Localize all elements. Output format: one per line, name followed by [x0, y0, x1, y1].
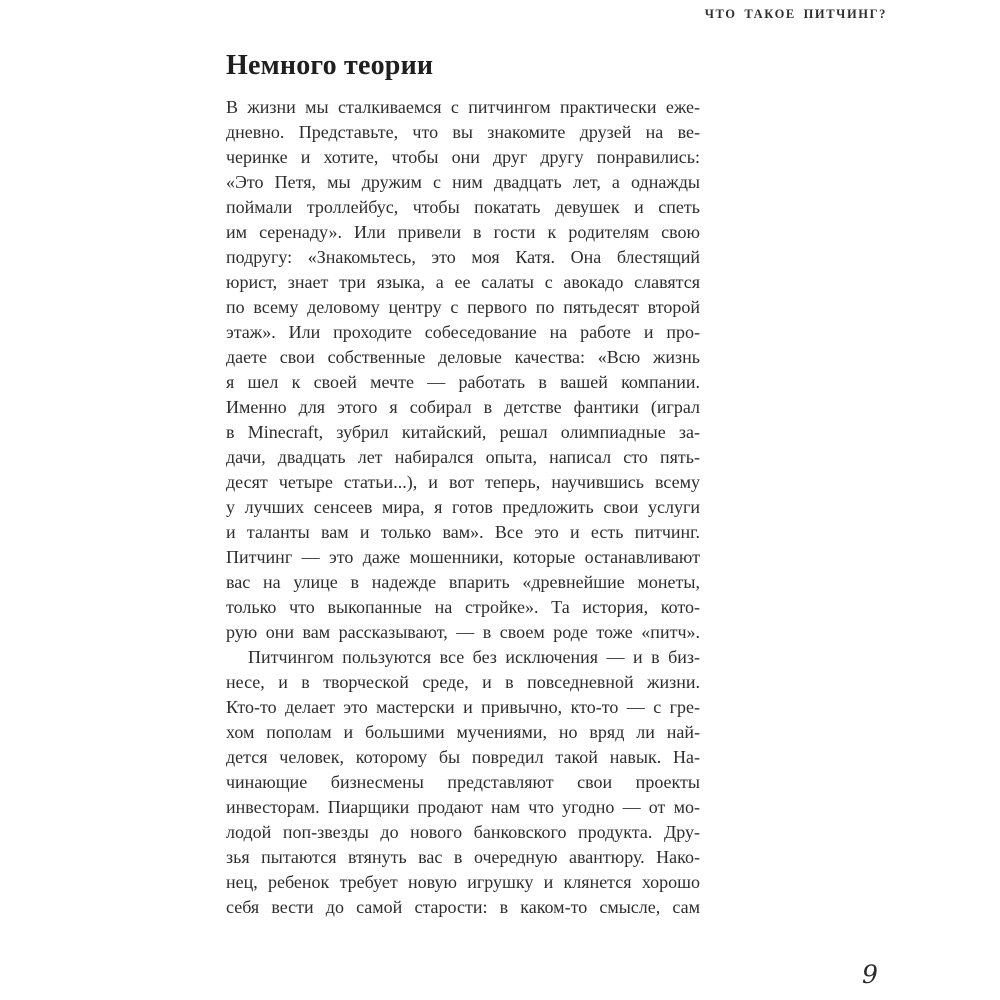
text-line: инвесторам. Пиарщики продают нам что угодно — от мо-: [226, 797, 700, 817]
text-line: и таланты вам и только вам». Все это и есть питчинг.: [226, 522, 700, 542]
text-line: зья пытаются втянуть вас в очередную авантюру. Нако-: [226, 847, 700, 867]
text-line: этаж». Или проходите собеседование на работе и про-: [226, 322, 700, 342]
text-line: Именно для этого я собирал в детстве фантики (играл: [226, 397, 700, 417]
text-line: себя вести до самой старости: в каком-то смысле, сам: [226, 897, 700, 917]
text-line: Питчингом пользуются все без исключения — и в биз-: [248, 647, 700, 667]
page-number: 9: [862, 960, 878, 989]
text-line: Кто-то делает это мастерски и привычно, кто-то — с гре-: [226, 697, 700, 717]
text-line: я шел к своей мечте — работать в вашей компании.: [226, 372, 700, 392]
text-line: В жизни мы сталкиваемся с питчингом практически еже-: [226, 97, 700, 117]
text-line: в Minecraft, зубрил китайский, решал олимпиадные за-: [226, 422, 700, 442]
text-line: подругу: «Знакомьтесь, это моя Катя. Она блестящий: [226, 247, 700, 267]
text-line: у лучших сенсеев мира, я готов предложить свои услуги: [226, 497, 700, 517]
section-title: Немного теории: [226, 50, 434, 81]
running-head: ЧТО ТАКОЕ ПИТЧИНГ?: [704, 7, 887, 21]
text-line: чинающие бизнесмены представляют свои проекты: [226, 772, 700, 792]
text-line: рую они вам рассказывают, — в своем роде тоже «питч».: [226, 622, 700, 642]
text-line: дется человек, которому бы повредил такой навык. На-: [226, 747, 700, 767]
text-line: десят четыре статьи...), и вот теперь, научившись всему: [226, 472, 700, 492]
text-line: Питчинг — это даже мошенники, которые останавливают: [226, 547, 700, 567]
body-text: [226, 95, 700, 920]
text-line: «Это Петя, мы дружим с ним двадцать лет, а однажды: [226, 172, 700, 192]
text-line: несе, и в творческой среде, и в повседневной жизни.: [226, 672, 700, 692]
text-line: хом пополам и большими мучениями, но вряд ли най-: [226, 722, 700, 742]
text-line: им серенаду». Или привели в гости к родителям свою: [226, 222, 700, 242]
text-line: вас на улице в надежде впарить «древнейшие монеты,: [226, 572, 700, 592]
text-line: дневно. Представьте, что вы знакомите друзей на ве-: [226, 122, 700, 142]
text-line: дачи, двадцать лет набирался опыта, написал сто пять-: [226, 447, 700, 467]
text-line: по всему деловому центру с первого по пятьдесят второй: [226, 297, 700, 317]
text-line: только что выкопанные на стройке». Та история, кото-: [226, 597, 700, 617]
text-line: лодой поп-звезды до нового банковского продукта. Дру-: [226, 822, 700, 842]
text-line: поймали троллейбус, чтобы покатать девушек и спеть: [226, 197, 700, 217]
text-line: даете свои собственные деловые качества: «Всю жизнь: [226, 347, 700, 367]
text-line: черинке и хотите, чтобы они друг другу понравились:: [226, 147, 700, 167]
text-line: юрист, знает три языка, а ее салаты с авокадо славятся: [226, 272, 700, 292]
text-line: нец, ребенок требует новую игрушку и клянется хорошо: [226, 872, 700, 892]
